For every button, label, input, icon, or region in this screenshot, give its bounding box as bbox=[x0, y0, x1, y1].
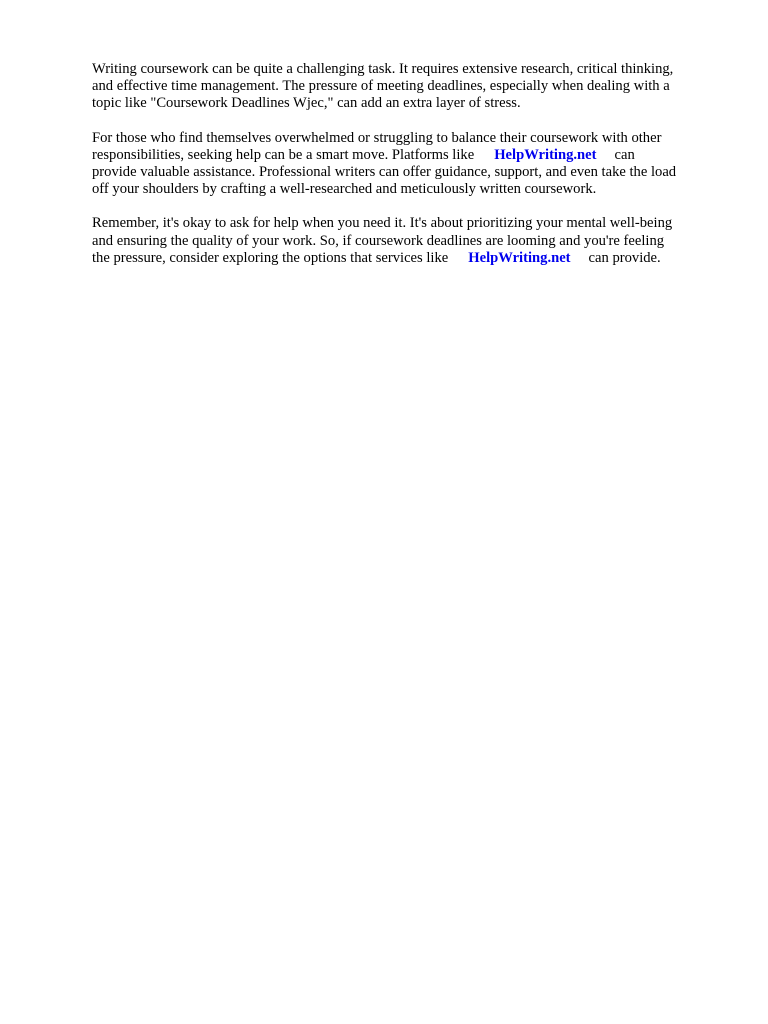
text-line: provide valuable assistance. Professional writers can offer guidance, support, and even take the load bbox=[92, 163, 677, 180]
text-fragment: can bbox=[614, 146, 635, 163]
document-body bbox=[92, 61, 722, 284]
paragraph-reminder bbox=[92, 215, 722, 267]
text-line: Remember, it's okay to ask for help when you need it. It's about prioritizing your mental well-being bbox=[92, 215, 673, 232]
text-line: off your shoulders by crafting a well-researched and meticulously written coursework. bbox=[92, 181, 597, 198]
text-line: and ensuring the quality of your work. So, if coursework deadlines are looming and you're feeling bbox=[92, 232, 665, 249]
text-line-with-link bbox=[92, 147, 722, 164]
helpwriting-link[interactable]: HelpWriting.net bbox=[468, 249, 571, 266]
paragraph-intro bbox=[92, 61, 722, 113]
text-fragment: can provide. bbox=[588, 249, 661, 266]
text-fragment: the pressure, consider exploring the options that services like bbox=[92, 249, 449, 266]
paragraph-help bbox=[92, 130, 722, 199]
text-line: and effective time management. The pressure of meeting deadlines, especially when dealing with a bbox=[92, 78, 670, 95]
text-line: topic like "Coursework Deadlines Wjec," can add an extra layer of stress. bbox=[92, 95, 521, 112]
helpwriting-link[interactable]: HelpWriting.net bbox=[494, 146, 597, 163]
text-line-with-link bbox=[92, 250, 722, 267]
text-line: For those who find themselves overwhelmed or struggling to balance their coursework with other bbox=[92, 129, 662, 146]
text-line: Writing coursework can be quite a challenging task. It requires extensive research, critical thinking, bbox=[92, 61, 674, 77]
text-fragment: responsibilities, seeking help can be a smart move. Platforms like bbox=[92, 146, 475, 163]
